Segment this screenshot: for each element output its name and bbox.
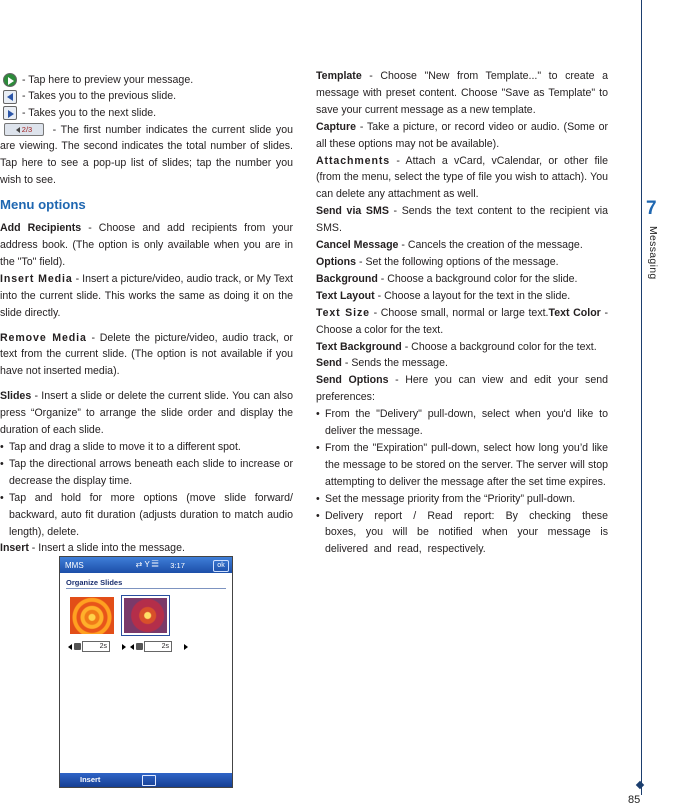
next-line [0, 105, 293, 122]
device-title-bar [60, 557, 232, 573]
background: Background - Choose a background color for the slide. [316, 272, 578, 285]
list-item: • From the "Delivery" pull-down, select when you'd like to deliver the message. [316, 406, 608, 440]
decrease-arrow-icon[interactable] [130, 644, 134, 650]
add-recipients: Add Recipients - Choose and add recipients from your address book. (The option is only available when you are in the "To" field). [0, 222, 293, 268]
signal-icon: ⇄ Y 𝄚 [135, 560, 159, 569]
list-item: • Delivery report / Read report: By checking these boxes, you will be notified when your message is delivered and read, respectively. [316, 508, 608, 559]
template: Template - Choose "New from Template..." to create a message with preset content. Choose "Save as Template" to save your current message as a new template. [316, 70, 608, 116]
text-size: Text Size - Choose small, normal or large text.Text Color - Choose a color for the text. [316, 306, 608, 336]
softkey-bar [60, 773, 232, 787]
duration-select[interactable]: 2s [144, 641, 172, 652]
list-item: • Tap and hold for more options (move slide forward/ backward, auto fit duration (adjusts duration to match audio length), delete. [0, 490, 293, 541]
options: Options - Set the following options of the message. [316, 255, 559, 268]
attachments: Attachments - Attach a vCard, vCalendar, or other file (from the menu, select the type of file you wish to attach). You can delete any attachment as well. [316, 154, 608, 201]
remove-media: Remove Media - Delete the picture/video, audio track, or text from the current slide. (The option is not available if you have not inserted media). [0, 331, 294, 378]
text-layout: Text Layout - Choose a layout for the text in the slide. [316, 289, 571, 302]
chapter-rule [641, 0, 642, 795]
send: Send - Sends the message. [316, 357, 448, 370]
previous-slide-icon [3, 90, 17, 104]
organize-heading: Organize Slides [66, 578, 123, 587]
clock: 3:17 [170, 560, 185, 570]
insert: Insert - Insert a slide into the message. [0, 542, 185, 555]
send-options-bullets [316, 406, 608, 558]
audio-icon [136, 643, 143, 650]
list-item: • From the "Expiration" pull-down, select how long you’d like the message to be stored on the server. The server will stop attempting to deliver the message after the set time expires. [316, 440, 608, 491]
keyboard-icon[interactable] [142, 775, 156, 786]
app-title: MMS [65, 560, 84, 570]
slide-thumbnail[interactable] [70, 597, 114, 634]
duration-controls [68, 641, 188, 652]
right-column [316, 68, 608, 558]
previous-line [0, 89, 293, 106]
slides-bullets [0, 439, 293, 540]
slide-counter-icon: 2/3 [4, 123, 44, 136]
preview-text: - Tap here to preview your message. [22, 73, 194, 86]
capture: Capture - Take a picture, or record video or audio. (Some or all these options may not be available). [316, 120, 608, 150]
audio-icon [74, 643, 81, 650]
list-item: • Set the message priority from the “Priority” pull-down. [316, 491, 608, 508]
previous-text: - Takes you to the previous slide. [22, 90, 177, 103]
slides: Slides - Insert a slide or delete the current slide. You can also press “Organize” to arrange the slide order and display the duration of each slide. [0, 390, 293, 437]
left-column [0, 72, 293, 557]
counter-paragraph: 2/3 - The first number indicates the current slide you are viewing. The second indicates the total number of slides. Tap here to see a pop-up list of slides; tap the number you wish to see. [0, 123, 293, 187]
increase-arrow-icon[interactable] [184, 644, 188, 650]
send-options: Send Options - Here you can view and edit your send preferences: [316, 374, 609, 404]
preview-play-icon [3, 73, 17, 87]
next-text: - Takes you to the next slide. [22, 106, 157, 119]
chapter-number: 7 [646, 198, 657, 219]
insert-media: Insert Media - Insert a picture/video, audio track, or My Text into the current slide. This works the same as doing it on the slide directly. [0, 272, 293, 319]
preview-line [0, 72, 293, 89]
text-background: Text Background - Choose a background color for the text. [316, 340, 597, 353]
organize-slides-screenshot [59, 556, 233, 788]
insert-softkey[interactable]: Insert [80, 775, 101, 784]
increase-arrow-icon[interactable] [122, 644, 126, 650]
decrease-arrow-icon[interactable] [68, 644, 72, 650]
send-via-sms: Send via SMS - Sends the text content to the recipient via SMS. [316, 205, 608, 235]
ok-button[interactable]: ok [213, 560, 229, 572]
slide-thumbnail-selected[interactable] [121, 595, 170, 636]
cancel-message: Cancel Message - Cancels the creation of the message. [316, 239, 583, 252]
duration-select[interactable]: 2s [82, 641, 110, 652]
diamond-icon [636, 781, 644, 789]
next-slide-icon [3, 106, 17, 120]
menu-options-heading: Menu options [0, 197, 86, 213]
list-item: • Tap the directional arrows beneath each slide to increase or decrease the display time. [0, 456, 293, 490]
list-item: • Tap and drag a slide to move it to a different spot. [0, 439, 293, 456]
page-number: 85 [628, 794, 641, 806]
chapter-title: Messaging [647, 226, 659, 280]
